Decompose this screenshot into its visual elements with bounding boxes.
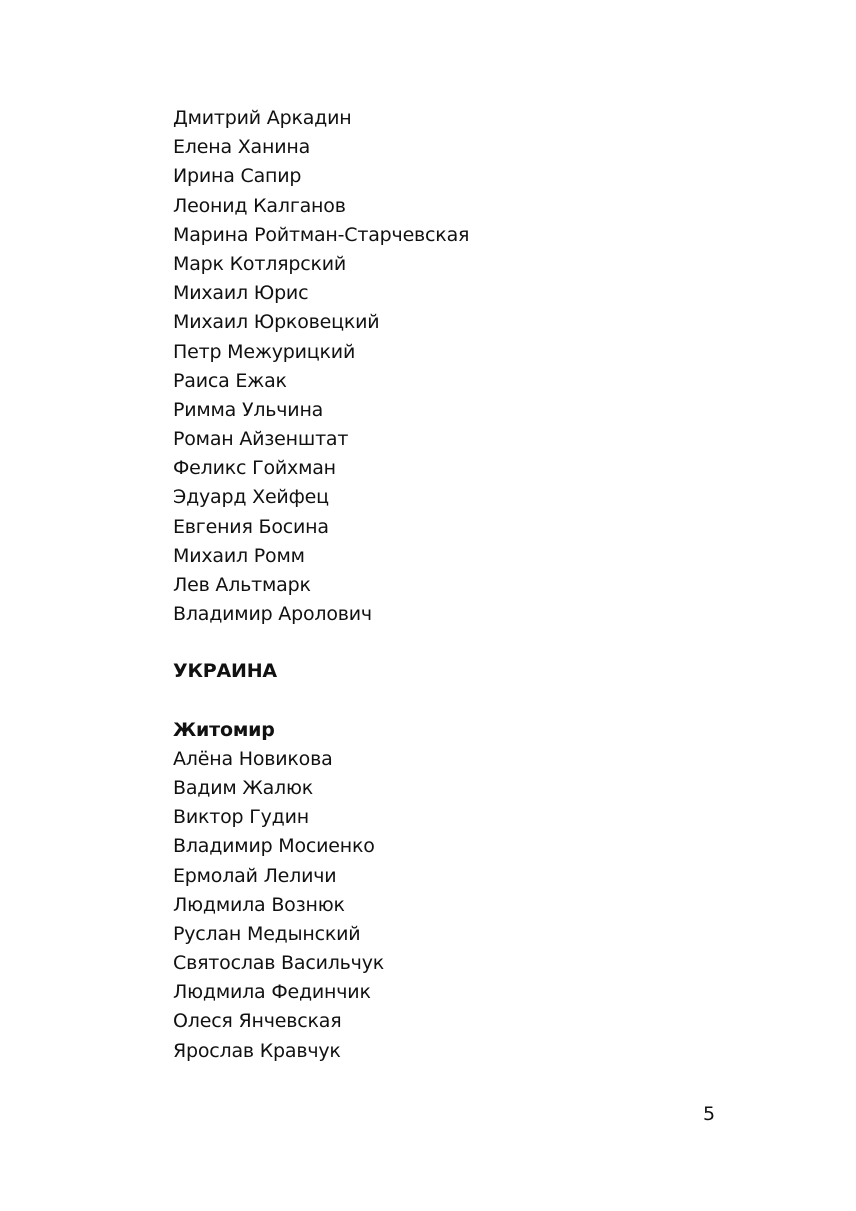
list-item: Елена Ханина [173,136,311,159]
list-item: Раиса Ежак [173,369,287,392]
list-item: Роман Айзенштат [173,428,349,451]
page-content [173,104,773,1066]
list-item: Эдуард Хейфец [173,486,329,509]
list-item: Феликс Гойхман [173,457,336,480]
list-item: Дмитрий Аркадин [173,107,352,129]
list-item: Марк Котлярский [173,252,347,275]
country-heading: УКРАИНА [173,660,277,683]
name-list-first [173,104,773,629]
list-item: Евгения Босина [173,515,329,538]
list-item: Алёна Новикова [173,747,333,770]
list-item: Леонид Калганов [173,194,346,217]
list-item: Ирина Сапир [173,165,302,188]
list-item: Людмила Фединчик [173,981,371,1004]
list-item: Вадим Жалюк [173,776,314,799]
city-heading: Житомир [173,718,275,741]
list-item: Михаил Юрковецкий [173,311,380,334]
list-item: Владимир Мосиенко [173,835,375,858]
list-item: Михаил Ромм [173,544,305,567]
name-list-second [173,745,773,1066]
list-item: Ермолай Леличи [173,864,337,887]
list-item: Владимир Аролович [173,603,372,626]
list-item: Святослав Васильчук [173,952,385,975]
list-item: Виктор Гудин [173,806,309,829]
list-item: Ярослав Кравчук [173,1039,341,1062]
list-item: Михаил Юрис [173,282,309,305]
page-number: 5 [703,1103,716,1125]
list-item: Лев Альтмарк [173,574,311,596]
list-item: Олеся Янчевская [173,1010,342,1033]
list-item: Петр Межурицкий [173,340,356,363]
list-item: Римма Ульчина [173,398,324,421]
list-item: Марина Ройтман-Старчевская [173,223,470,246]
list-item: Людмила Вознюк [173,893,345,916]
list-item: Руслан Медынский [173,922,361,945]
